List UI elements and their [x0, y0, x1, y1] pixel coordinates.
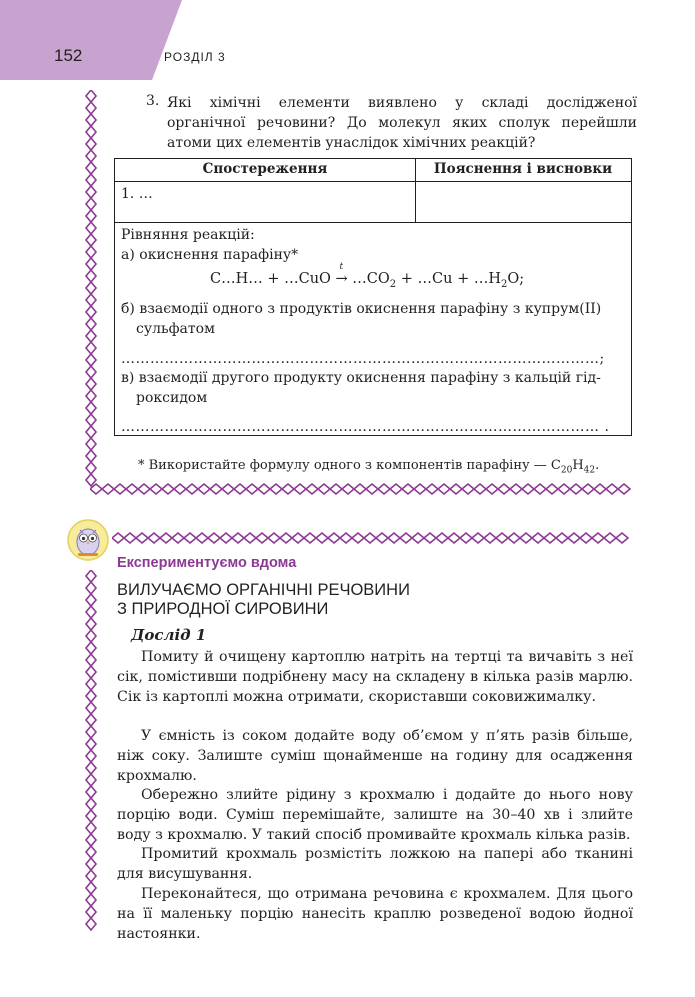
chain-link: [462, 484, 474, 494]
chain-link: [86, 330, 96, 342]
chain-link: [86, 114, 96, 126]
page-tab: [0, 0, 182, 80]
chain-link: [86, 690, 96, 702]
chain-link: [328, 533, 340, 543]
chain-link: [124, 533, 136, 543]
chain-link: [604, 533, 616, 543]
chain-link: [138, 484, 150, 494]
chain-link: [472, 533, 484, 543]
chain-link: [160, 533, 172, 543]
chain-link: [376, 533, 388, 543]
chain-link: [86, 258, 96, 270]
chain-link: [90, 484, 102, 494]
chain-link: [86, 894, 96, 906]
chain-link: [86, 462, 96, 474]
chain-link: [508, 533, 520, 543]
chain-link: [486, 484, 498, 494]
chain-link: [208, 533, 220, 543]
chain-link: [86, 666, 96, 678]
chain-link: [86, 594, 96, 606]
chain-link: [150, 484, 162, 494]
chain-link: [174, 484, 186, 494]
chain-link: [86, 726, 96, 738]
chain-link: [86, 834, 96, 846]
chain-link: [86, 450, 96, 462]
chain-link: [86, 582, 96, 594]
chain-link: [474, 484, 486, 494]
chain-link: [448, 533, 460, 543]
chain-link: [352, 533, 364, 543]
chain-link: [172, 533, 184, 543]
chain-link: [570, 484, 582, 494]
observation-table: [114, 158, 632, 436]
chain-link: [86, 138, 96, 150]
chain-link: [378, 484, 390, 494]
chain-link: [86, 198, 96, 210]
chain-link: [616, 533, 628, 543]
chain-link: [86, 102, 96, 114]
chain-link: [568, 533, 580, 543]
chain-link: [86, 186, 96, 198]
question-number: 3.: [146, 93, 160, 109]
chain-link: [390, 484, 402, 494]
item-b-line2: сульфатом: [136, 321, 215, 337]
chain-link: [162, 484, 174, 494]
chain-link: [184, 533, 196, 543]
chain-link: [196, 533, 208, 543]
chain-link: [86, 90, 96, 102]
chain-link: [86, 354, 96, 366]
chain-link: [330, 484, 342, 494]
chain-link: [222, 484, 234, 494]
chain-link: [86, 918, 96, 930]
chain-link: [414, 484, 426, 494]
chain-link: [86, 882, 96, 894]
chain-link: [86, 714, 96, 726]
chain-link: [544, 533, 556, 543]
chain-link: [424, 533, 436, 543]
paragraph: У ємність із соком додайте воду об’ємом у п’ять разів більше, ніж соку. Залиште суміш щонайменше на годину для осадження крохмалю.: [117, 728, 633, 784]
chain-link: [258, 484, 270, 494]
section-label: Експериментуємо вдома: [117, 555, 297, 571]
chain-link: [412, 533, 424, 543]
chain-link: [618, 484, 630, 494]
chain-link: [86, 630, 96, 642]
chain-link: [246, 484, 258, 494]
paragraph: Переконайтеся, що отримана речовина є крохмалем. Для цього на її маленьку порцію нанесіть краплю розведеної водою йодної настоянки.: [117, 886, 633, 942]
chain-link: [400, 533, 412, 543]
chain-link: [546, 484, 558, 494]
chain-link: [86, 282, 96, 294]
chain-link: [86, 702, 96, 714]
chain-link: [86, 390, 96, 402]
chain-link: [148, 533, 160, 543]
chain-link: [86, 126, 96, 138]
chain-link: [86, 342, 96, 354]
chain-link: [86, 402, 96, 414]
chain-link: [484, 533, 496, 543]
decorative-chain-experiment-top: [112, 531, 635, 545]
chain-link: [496, 533, 508, 543]
chain-link: [86, 438, 96, 450]
chain-link: [86, 150, 96, 162]
chain-link: [318, 484, 330, 494]
equations-intro: Рівняння реакцій:: [121, 227, 255, 243]
chain-link: [86, 210, 96, 222]
chain-link: [460, 533, 472, 543]
chain-link: [256, 533, 268, 543]
chain-link: [426, 484, 438, 494]
paragraph: Обережно злийте рідину з крохмалю і додайте до нього нову порцію води. Суміш перемішайте, залиште на 30–40 хв і злийте воду з крохмалю. У такий спосіб промивайте крохмаль кілька разів.: [117, 787, 633, 843]
chain-link: [522, 484, 534, 494]
chain-link: [316, 533, 328, 543]
item-a: а) окиснення парафіну*: [121, 247, 299, 263]
page-number: 152: [54, 46, 83, 65]
item-c-line2: роксидом: [136, 390, 208, 406]
chain-link: [114, 484, 126, 494]
chain-link: [86, 750, 96, 762]
chain-link: [86, 738, 96, 750]
chain-link: [86, 174, 96, 186]
chain-link: [280, 533, 292, 543]
section-title: РОЗДІЛ 3: [164, 50, 226, 64]
chain-link: [86, 306, 96, 318]
decorative-chain-left-bottom: [84, 570, 98, 938]
chain-link: [354, 484, 366, 494]
chain-link: [86, 162, 96, 174]
chain-link: [450, 484, 462, 494]
chain-link: [342, 484, 354, 494]
chain-link: [436, 533, 448, 543]
chain-link: [292, 533, 304, 543]
table-header-observations: Спостереження: [202, 161, 328, 177]
chain-link: [126, 484, 138, 494]
chain-link: [186, 484, 198, 494]
chain-link: [388, 533, 400, 543]
reaction-equation: C…H… + …CuO t → $\dots CO_2$ + …Cu + $\dots H_2O$;: [210, 262, 525, 290]
chain-link: [102, 484, 114, 494]
chain-link: [402, 484, 414, 494]
chain-link: [86, 414, 96, 426]
chain-link: [220, 533, 232, 543]
chain-link: [558, 484, 570, 494]
chain-link: [86, 654, 96, 666]
chain-link: [198, 484, 210, 494]
chain-link: [86, 606, 96, 618]
item-b-line1: б) взаємодії одного з продуктів окиснення парафіну з купрум(ІІ): [121, 301, 602, 317]
chain-link: [86, 270, 96, 282]
chain-link: [306, 484, 318, 494]
decorative-chain-left-top: [84, 90, 98, 490]
chain-link: [532, 533, 544, 543]
chain-link: [232, 533, 244, 543]
answer-line-b: ………………………………………………………………………………………;: [121, 351, 605, 367]
chain-link: [86, 318, 96, 330]
chain-link: [234, 484, 246, 494]
chain-link: [86, 570, 96, 582]
chain-link: [534, 484, 546, 494]
chain-link: [86, 246, 96, 258]
chain-link: [86, 798, 96, 810]
chain-link: [86, 642, 96, 654]
chain-link: [86, 774, 96, 786]
chain-link: [86, 618, 96, 630]
experiment-title: Дослід 1: [131, 626, 207, 644]
chain-link: [580, 533, 592, 543]
chain-link: [86, 366, 96, 378]
paragraph: Промитий крохмаль розмістіть ложкою на папері або тканині для висушування.: [117, 846, 633, 882]
chain-link: [136, 533, 148, 543]
chain-link: [520, 533, 532, 543]
chain-link: [112, 533, 124, 543]
chain-link: [86, 294, 96, 306]
chain-link: [582, 484, 594, 494]
answer-line-c: ……………………………………………………………………………………… .: [121, 419, 610, 435]
chain-link: [304, 533, 316, 543]
chain-link: [366, 484, 378, 494]
chain-link: [592, 533, 604, 543]
item-c-line1: в) взаємодії другого продукту окиснення парафіну з кальцій гід-: [121, 370, 601, 386]
chain-link: [510, 484, 522, 494]
chain-link: [244, 533, 256, 543]
chain-link: [86, 822, 96, 834]
chain-link: [86, 762, 96, 774]
chain-link: [294, 484, 306, 494]
chain-link: [86, 858, 96, 870]
chain-link: [86, 870, 96, 882]
chain-link: [270, 484, 282, 494]
chain-link: [556, 533, 568, 543]
chain-link: [210, 484, 222, 494]
chain-link: [86, 786, 96, 798]
chain-link: [606, 484, 618, 494]
chain-link: [86, 810, 96, 822]
paragraph: Помиту й очищену картоплю натріть на тертці та вичавіть з неї сік, помістивши подрібнену масу на складену в кілька разів марлю. Сік із картоплі можна отримати, скориставши соковижималку.: [117, 649, 633, 705]
owl-mascot-icon: [66, 518, 110, 562]
chain-link: [86, 906, 96, 918]
chain-link: [86, 222, 96, 234]
chain-link: [86, 234, 96, 246]
footnote: * Використайте формулу одного з компонентів парафіну — $C_{20}H_{42}$.: [138, 458, 600, 476]
chain-link: [498, 484, 510, 494]
chain-link: [86, 426, 96, 438]
experiment-heading: ВИЛУЧАЄМО ОРГАНІЧНІ РЕЧОВИНИ З ПРИРОДНОЇ СИРОВИНИ: [117, 581, 410, 618]
chain-link: [282, 484, 294, 494]
chain-link: [86, 378, 96, 390]
table-header-explanations: Пояснення і висновки: [433, 161, 613, 177]
chain-link: [438, 484, 450, 494]
chain-link: [86, 678, 96, 690]
chain-link: [364, 533, 376, 543]
chain-link: [86, 846, 96, 858]
chain-link: [340, 533, 352, 543]
chain-link: [268, 533, 280, 543]
question-text: Які хімічні елементи виявлено у складі дослідженої органічної речовини? До молекул яких сполук перейшли атоми цих елементів унаслідок хімічних реакцій?: [167, 95, 637, 151]
decorative-chain-bottom: [90, 482, 635, 496]
table-row-1: 1. …: [121, 186, 153, 202]
chain-link: [594, 484, 606, 494]
